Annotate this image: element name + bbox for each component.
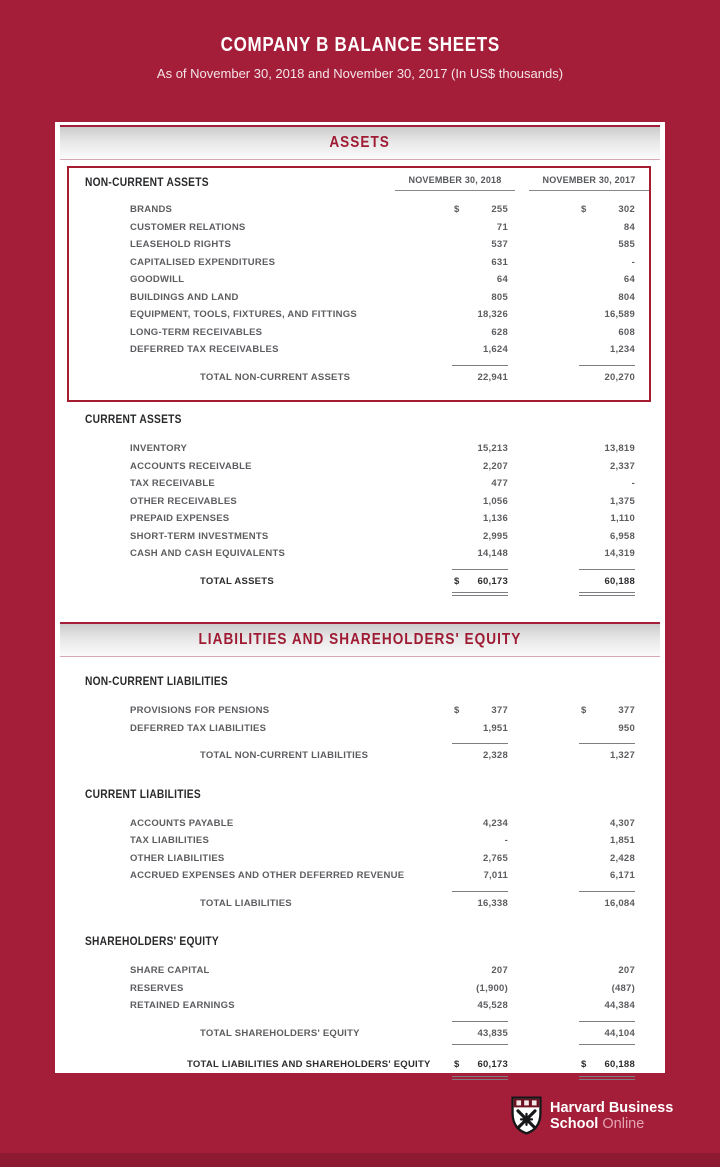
value-2018: 477 (491, 478, 508, 489)
row-label: TOTAL ASSETS (200, 575, 274, 587)
row-label: ACCOUNTS PAYABLE (130, 817, 234, 829)
table-row (55, 341, 665, 359)
row-label: TOTAL SHAREHOLDERS' EQUITY (200, 1027, 360, 1039)
shareholders-equity-heading: SHAREHOLDERS' EQUITY (85, 934, 219, 948)
hbs-online-logo (511, 1096, 673, 1135)
value-2017: 16,589 (604, 309, 635, 320)
value-2018: 631 (491, 256, 508, 268)
non-current-liabilities-rows (55, 702, 665, 765)
value-2017: 6,171 (609, 870, 635, 881)
value-2018: 805 (491, 291, 508, 303)
row-label: EQUIPMENT, TOOLS, FIXTURES, AND FITTINGS (130, 309, 357, 320)
table-row (55, 510, 665, 528)
row-label: RESERVES (130, 982, 184, 994)
table-row (55, 236, 665, 254)
row-label: TOTAL LIABILITIES AND SHAREHOLDERS' EQUITY (187, 1059, 431, 1070)
current-liabilities-rows (55, 815, 665, 913)
table-row (55, 219, 665, 237)
dollar-sign: $ (454, 705, 460, 716)
value-2018: 71 (496, 221, 508, 233)
value-2017: 14,319 (604, 548, 635, 559)
value-2017: 4,307 (609, 817, 635, 829)
row-label: PREPAID EXPENSES (130, 513, 230, 524)
total-assets-row (55, 569, 665, 597)
balance-sheet-panel (55, 122, 665, 1073)
total-liabilities-and-equity-row (55, 1053, 665, 1080)
value-2017: 6,958 (609, 530, 635, 542)
row-label: CUSTOMER RELATIONS (130, 221, 246, 233)
value-2017: 44,384 (604, 1000, 635, 1011)
value-2017: 84 (623, 221, 635, 233)
assets-band-label: ASSETS (329, 134, 391, 151)
total-liabilities-row (55, 891, 665, 913)
value-2017: 585 (618, 239, 635, 250)
assets-section-band (60, 125, 660, 159)
row-label: TAX LIABILITIES (130, 835, 210, 846)
non-current-liabilities-heading: NON-CURRENT LIABILITIES (85, 674, 228, 688)
hbs-shield-icon (511, 1096, 542, 1135)
value-2017: (487) (611, 982, 635, 994)
total-row (55, 743, 665, 765)
row-label: ACCRUED EXPENSES AND OTHER DEFERRED REVENUE (130, 870, 405, 881)
dollar-sign: $ (454, 575, 460, 587)
value-2018: 43,835 (452, 1021, 508, 1046)
value-2017: 64 (623, 274, 635, 285)
row-label: LEASEHOLD RIGHTS (130, 239, 232, 250)
dollar-sign: $ (454, 204, 460, 215)
row-label: PROVISIONS FOR PENSIONS (130, 705, 270, 716)
value-2017: - (631, 256, 635, 268)
table-row (55, 528, 665, 546)
dollar-sign: $ (581, 1059, 587, 1070)
value-2017: 2,337 (609, 460, 635, 472)
row-label: TOTAL LIABILITIES (200, 897, 292, 909)
dollar-sign: $ (454, 1059, 460, 1070)
value-2018: 7,011 (483, 870, 508, 881)
value-2018: 15,213 (477, 443, 508, 454)
value-2017: 804 (618, 291, 635, 303)
value-2017: $ 302 (579, 201, 635, 219)
current-assets-rows (55, 440, 665, 596)
value-2017: $ 60,188 (579, 1053, 635, 1080)
table-row (55, 271, 665, 289)
footer-strip (0, 1153, 720, 1167)
row-label: BUILDINGS AND LAND (130, 291, 239, 303)
value-2018: 207 (491, 965, 508, 976)
value-2018: 22,941 (452, 365, 508, 387)
value-2018: 537 (491, 239, 508, 250)
table-row (55, 815, 665, 833)
value-2018: $ 60,173 (452, 1053, 508, 1080)
value-2018: 2,207 (482, 460, 508, 472)
row-label: OTHER LIABILITIES (130, 852, 225, 864)
non-current-assets-rows (55, 201, 665, 386)
dollar-sign: $ (581, 204, 587, 215)
value-2017: 60,188 (579, 569, 635, 597)
row-label: OTHER RECEIVABLES (130, 495, 238, 507)
value-2018: $ 377 (452, 702, 508, 720)
row-label: LONG-TERM RECEIVABLES (130, 326, 263, 338)
value-2018: 2,328 (452, 743, 508, 765)
value-2017: $ 377 (579, 702, 635, 720)
value-2017: 2,428 (609, 852, 635, 864)
value-2018: 1,624 (482, 344, 508, 355)
value-2018: 16,338 (452, 891, 508, 913)
table-row (55, 201, 665, 219)
table-row (55, 832, 665, 850)
value-2018: 1,136 (482, 513, 508, 524)
row-label: DEFERRED TAX RECEIVABLES (130, 344, 279, 355)
value-2018: $ 255 (452, 201, 508, 219)
value-2018: $ 60,173 (452, 569, 508, 597)
table-row (55, 458, 665, 476)
table-row (55, 850, 665, 868)
table-row (55, 475, 665, 493)
row-label: SHORT-TERM INVESTMENTS (130, 530, 269, 542)
value-2017: - (631, 478, 635, 489)
current-assets-heading: CURRENT ASSETS (85, 412, 182, 426)
row-label: SHARE CAPITAL (130, 965, 210, 976)
hbs-logo-text: Harvard Business School Online (550, 1099, 674, 1132)
column-header-2018: NOVEMBER 30, 2018 (395, 175, 515, 191)
table-row (55, 254, 665, 272)
value-2017: 950 (618, 722, 635, 734)
table-row (55, 980, 665, 998)
value-2018: 45,528 (477, 1000, 508, 1011)
row-label: INVENTORY (130, 443, 188, 454)
value-2017: 1,375 (609, 495, 635, 507)
value-2018: 64 (496, 274, 508, 285)
table-row (55, 720, 665, 738)
current-liabilities-heading: CURRENT LIABILITIES (85, 786, 201, 801)
table-row (55, 997, 665, 1015)
total-shareholders-equity-row (55, 1021, 665, 1046)
row-label: ACCOUNTS RECEIVABLE (130, 460, 252, 472)
row-label: DEFERRED TAX LIABILITIES (130, 722, 267, 734)
row-label: GOODWILL (130, 274, 185, 285)
column-header-row (55, 173, 665, 191)
table-row (55, 867, 665, 885)
row-label: CASH AND CASH EQUIVALENTS (130, 548, 286, 559)
row-label: RETAINED EARNINGS (130, 1000, 235, 1011)
value-2018: 18,326 (477, 309, 508, 320)
value-2017: 16,084 (579, 891, 635, 913)
value-2017: 1,234 (609, 344, 635, 355)
page-title: COMPANY B BALANCE SHEETS (220, 34, 500, 56)
value-2018: 2,765 (482, 852, 508, 864)
table-row (55, 493, 665, 511)
liabilities-section-band (60, 622, 660, 656)
table-row (55, 702, 665, 720)
value-2017: 608 (618, 326, 635, 338)
table-row (55, 962, 665, 980)
table-row (55, 545, 665, 563)
row-label: TOTAL NON-CURRENT ASSETS (200, 371, 351, 383)
non-current-assets-heading: NON-CURRENT ASSETS (85, 175, 209, 189)
value-2018: 628 (491, 326, 508, 338)
row-label: TAX RECEIVABLE (130, 478, 215, 489)
value-2018: (1,900) (476, 982, 508, 994)
row-label: BRANDS (130, 204, 173, 215)
value-2017: 1,851 (609, 835, 635, 846)
row-label: TOTAL NON-CURRENT LIABILITIES (200, 750, 369, 761)
value-2017: 44,104 (579, 1021, 635, 1046)
table-row (55, 289, 665, 307)
table-row (55, 306, 665, 324)
page-subtitle: As of November 30, 2018 and November 30, 2017 (In US$ thousands) (156, 66, 564, 81)
value-2018: - (504, 835, 508, 846)
value-2018: 4,234 (482, 817, 508, 829)
value-2017: 20,270 (579, 365, 635, 387)
value-2018: 1,056 (482, 495, 508, 507)
value-2017: 1,327 (579, 743, 635, 765)
total-row (55, 365, 665, 387)
value-2018: 2,995 (482, 530, 508, 542)
value-2017: 207 (618, 965, 635, 976)
liabilities-band-label: LIABILITIES AND SHAREHOLDERS' EQUITY (198, 631, 522, 648)
value-2017: 13,819 (604, 443, 635, 454)
value-2018: 1,951 (482, 722, 508, 734)
value-2018: 14,148 (477, 548, 508, 559)
value-2017: 1,110 (610, 513, 635, 524)
column-header-2017: NOVEMBER 30, 2017 (529, 175, 649, 191)
shareholders-equity-rows (55, 962, 665, 1080)
row-label: CAPITALISED EXPENDITURES (130, 256, 276, 268)
table-row (55, 440, 665, 458)
dollar-sign: $ (581, 705, 587, 716)
table-row (55, 324, 665, 342)
